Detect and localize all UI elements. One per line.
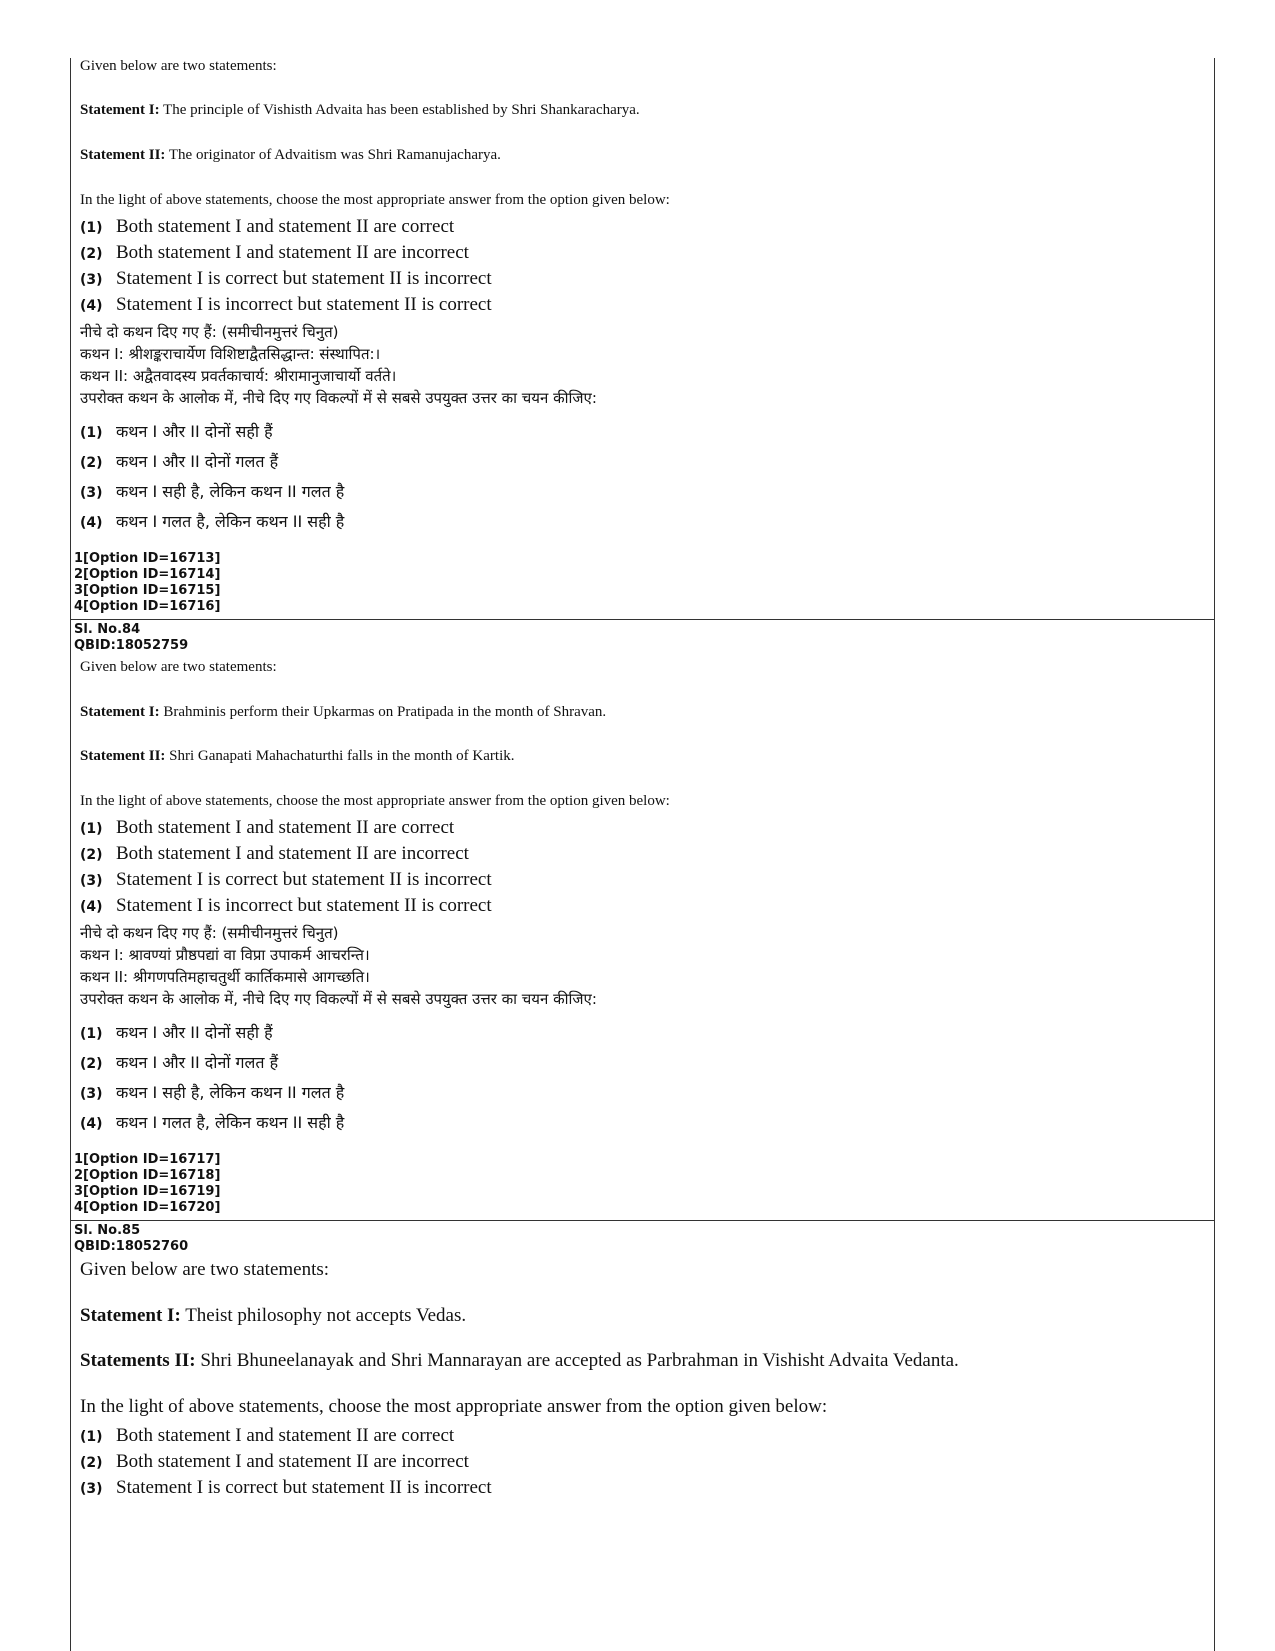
option-text: कथन I गलत है, लेकिन कथन II सही है — [116, 512, 345, 531]
option-number: (3) — [80, 873, 103, 889]
statement-2 — [80, 1350, 959, 1372]
option-text: कथन I और II दोनों गलत हैं — [116, 452, 279, 471]
statement-2-label: Statements II: — [80, 1350, 196, 1371]
option-text: Statement I is correct but statement II is incorrect — [116, 869, 492, 890]
option-ids — [74, 551, 220, 615]
option-1 — [80, 216, 454, 238]
option-id: 3[Option ID=16719] — [74, 1184, 221, 1199]
option-2 — [80, 1451, 469, 1473]
option-3 — [80, 268, 492, 290]
hindi-option-3 — [80, 480, 344, 502]
option-text: कथन I और II दोनों सही हैं — [116, 422, 273, 441]
qbid: QBID:18052759 — [74, 638, 189, 653]
option-number: (2) — [80, 1056, 103, 1072]
serial-number: Sl. No.85 — [74, 1223, 141, 1238]
question-prompt: In the light of above statements, choose the most appropriate answer from the option given below: — [80, 793, 670, 809]
hindi-prompt: उपरोक्त कथन के आलोक में, नीचे दिए गए विकल्पों में से सबसे उपयुक्त उत्तर का चयन कीजिए: — [80, 389, 597, 407]
option-number: (3) — [80, 485, 103, 501]
option-number: (3) — [80, 1086, 103, 1102]
option-text: Statement I is incorrect but statement II is correct — [116, 294, 492, 315]
hindi-option-4 — [80, 1111, 344, 1133]
option-number: (2) — [80, 847, 103, 863]
statement-2-label: Statement II: — [80, 147, 166, 163]
statement-2 — [80, 748, 515, 765]
option-number: (4) — [80, 899, 103, 915]
question-intro: Given below are two statements: — [80, 1259, 330, 1280]
option-3 — [80, 869, 492, 891]
hindi-option-2 — [80, 450, 278, 472]
hindi-option-2 — [80, 1051, 278, 1073]
option-number: (1) — [80, 425, 103, 441]
option-text: कथन I सही है, लेकिन कथन II गलत है — [116, 482, 345, 501]
statement-1 — [80, 102, 640, 119]
option-number: (1) — [80, 220, 103, 236]
option-text: Both statement I and statement II are incorrect — [116, 1451, 469, 1472]
question-header — [74, 1223, 188, 1255]
hindi-intro: नीचे दो कथन दिए गए हैं: (समीचीनमुत्तरं चिनुत) — [80, 924, 339, 942]
option-text: कथन I और II दोनों सही हैं — [116, 1023, 273, 1042]
option-4 — [80, 294, 492, 316]
option-text: Statement I is correct but statement II is incorrect — [116, 1477, 492, 1498]
statement-2-text: The originator of Advaitism was Shri Ramanujacharya. — [165, 147, 501, 163]
option-2 — [80, 242, 469, 264]
option-number: (2) — [80, 246, 103, 262]
statement-1-text: Theist philosophy not accepts Vedas. — [180, 1305, 467, 1326]
hindi-statement-2: कथन II: श्रीगणपतिमहाचतुर्थी कार्तिकमासे आगच्छति। — [80, 968, 370, 986]
question-prompt: In the light of above statements, choose the most appropriate answer from the option given below: — [80, 1396, 828, 1417]
statement-1-text: Brahminis perform their Upkarmas on Pratipada in the month of Shravan. — [159, 704, 607, 720]
question-intro: Given below are two statements: — [80, 58, 277, 74]
option-id: 4[Option ID=16720] — [74, 1200, 221, 1215]
statement-2 — [80, 147, 501, 164]
question-divider — [70, 1220, 1215, 1221]
statement-2-text: Shri Bhuneelanayak and Shri Mannarayan are accepted as Parbrahman in Vishisht Advaita Vedanta. — [195, 1350, 959, 1371]
option-number: (2) — [80, 455, 103, 471]
hindi-prompt: उपरोक्त कथन के आलोक में, नीचे दिए गए विकल्पों में से सबसे उपयुक्त उत्तर का चयन कीजिए: — [80, 990, 597, 1008]
statement-1 — [80, 1305, 466, 1327]
statement-2-label: Statement II: — [80, 748, 166, 764]
question-header — [74, 622, 188, 654]
option-id: 3[Option ID=16715] — [74, 583, 221, 598]
option-number: (1) — [80, 821, 103, 837]
option-number: (4) — [80, 1116, 103, 1132]
option-text: कथन I और II दोनों गलत हैं — [116, 1053, 279, 1072]
question-divider — [70, 619, 1215, 620]
statement-1-label: Statement I: — [80, 102, 160, 118]
option-ids — [74, 1152, 220, 1216]
hindi-intro: नीचे दो कथन दिए गए हैं: (समीचीनमुत्तरं चिनुत) — [80, 323, 339, 341]
statement-1-label: Statement I: — [80, 1305, 181, 1326]
option-number: (3) — [80, 272, 103, 288]
option-1 — [80, 1425, 454, 1447]
option-text: कथन I सही है, लेकिन कथन II गलत है — [116, 1083, 345, 1102]
option-1 — [80, 817, 454, 839]
option-4 — [80, 895, 492, 917]
statement-1 — [80, 704, 606, 721]
question-prompt: In the light of above statements, choose the most appropriate answer from the option given below: — [80, 192, 670, 208]
statement-2-text: Shri Ganapati Mahachaturthi falls in the month of Kartik. — [165, 748, 515, 764]
option-id: 4[Option ID=16716] — [74, 599, 221, 614]
option-id: 2[Option ID=16714] — [74, 567, 221, 582]
hindi-option-4 — [80, 510, 344, 532]
option-id: 2[Option ID=16718] — [74, 1168, 221, 1183]
option-text: Both statement I and statement II are correct — [116, 1425, 455, 1446]
option-text: Both statement I and statement II are correct — [116, 817, 455, 838]
option-number: (4) — [80, 515, 103, 531]
hindi-option-1 — [80, 1021, 273, 1043]
option-text: Statement I is incorrect but statement II is correct — [116, 895, 492, 916]
option-text: Both statement I and statement II are incorrect — [116, 242, 469, 263]
qbid: QBID:18052760 — [74, 1239, 189, 1254]
hindi-statement-1: कथन I: श्रीशङ्कराचार्येण विशिष्टाद्वैतसिद्धान्त: संस्थापित:। — [80, 345, 381, 363]
option-number: (1) — [80, 1026, 103, 1042]
option-number: (1) — [80, 1429, 103, 1445]
option-text: Both statement I and statement II are correct — [116, 216, 455, 237]
option-2 — [80, 843, 469, 865]
statement-1-text: The principle of Vishisth Advaita has been established by Shri Shankaracharya. — [159, 102, 640, 118]
question-intro: Given below are two statements: — [80, 659, 277, 675]
option-text: Statement I is correct but statement II is incorrect — [116, 268, 492, 289]
option-number: (3) — [80, 1481, 103, 1497]
statement-1-label: Statement I: — [80, 704, 160, 720]
option-text: Both statement I and statement II are incorrect — [116, 843, 469, 864]
option-id: 1[Option ID=16717] — [74, 1152, 221, 1167]
option-number: (4) — [80, 298, 103, 314]
hindi-option-3 — [80, 1081, 344, 1103]
option-id: 1[Option ID=16713] — [74, 551, 221, 566]
serial-number: Sl. No.84 — [74, 622, 141, 637]
hindi-statement-1: कथन I: श्रावण्यां प्रौष्ठपद्यां वा विप्रा उपाकर्म आचरन्ति। — [80, 946, 370, 964]
option-number: (2) — [80, 1455, 103, 1471]
option-3 — [80, 1477, 492, 1499]
option-text: कथन I गलत है, लेकिन कथन II सही है — [116, 1113, 345, 1132]
hindi-option-1 — [80, 420, 273, 442]
hindi-statement-2: कथन II: अद्वैतवादस्य प्रवर्तकाचार्य: श्रीरामानुजाचार्यो वर्तते। — [80, 367, 397, 385]
